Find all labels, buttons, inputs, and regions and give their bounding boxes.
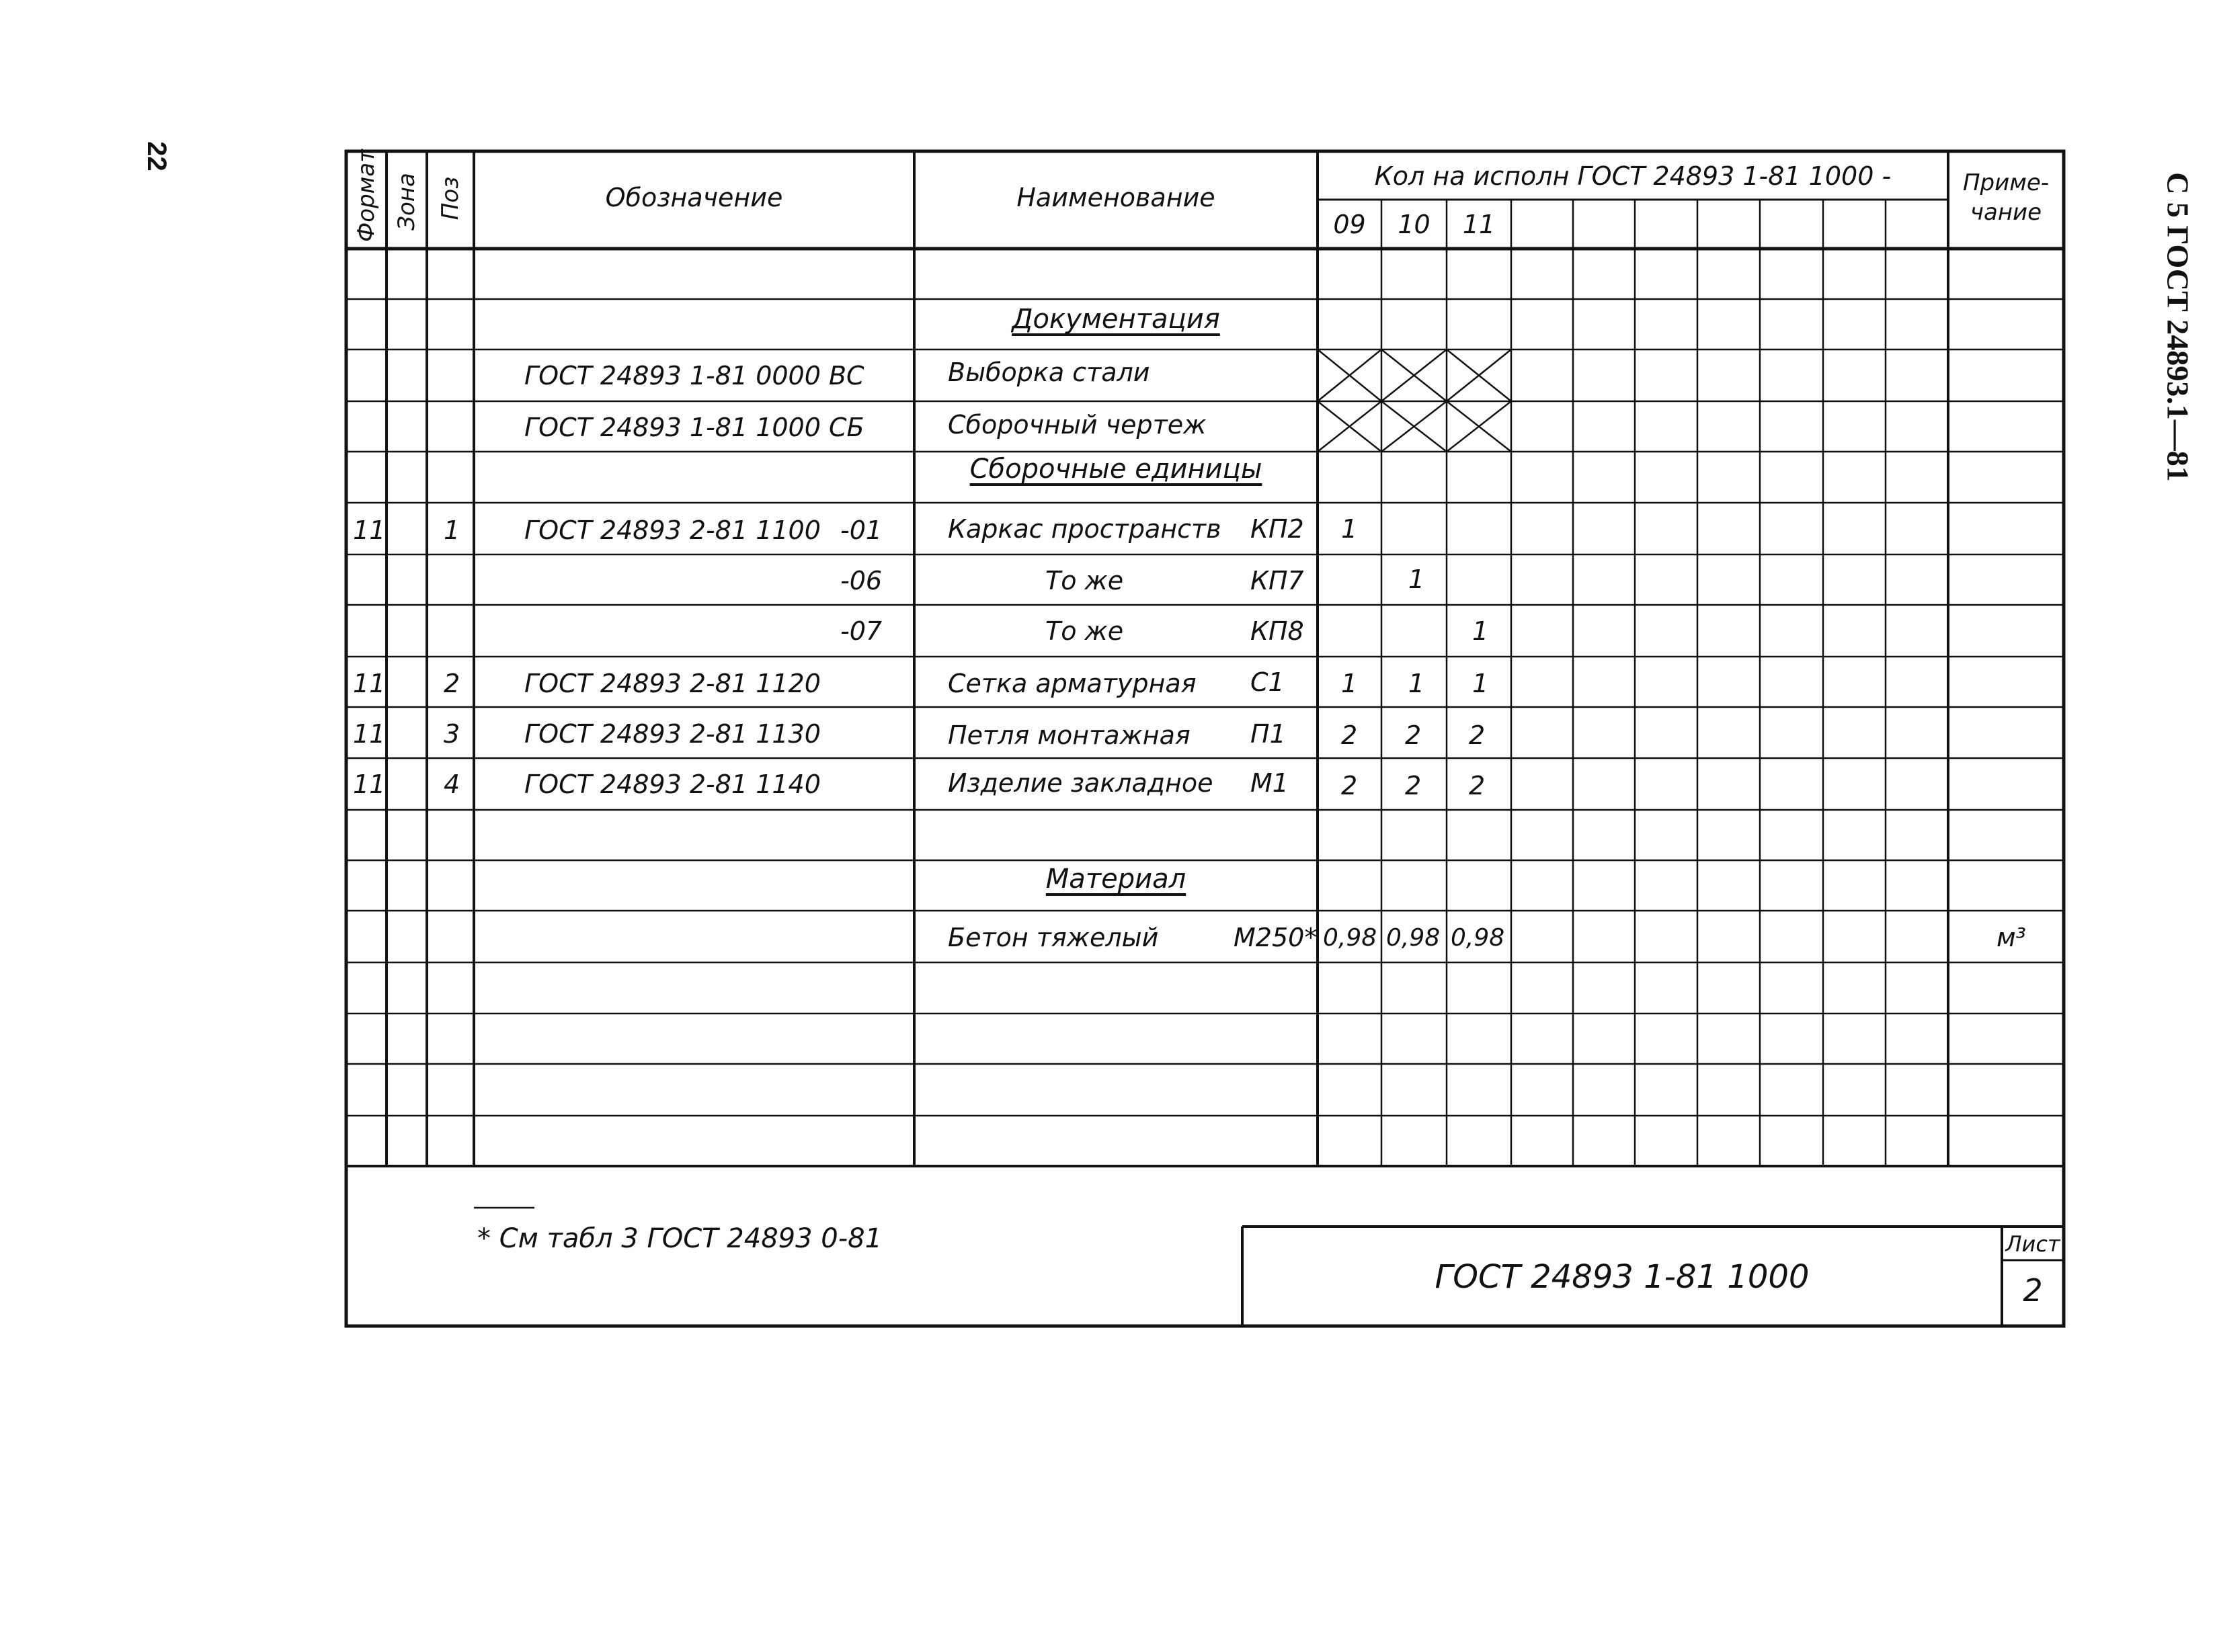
row-designation: ГОСТ 24893 1-81 1000 СБ: [524, 413, 864, 442]
row-designation: ГОСТ 24893 2-81 1100: [524, 515, 821, 545]
qty-09: 0,98: [1323, 924, 1377, 952]
row-name: Петля монтажная: [948, 720, 1191, 750]
qty-10: 2: [1405, 720, 1422, 750]
row-designation: ГОСТ 24893 2-81 1140: [524, 770, 821, 799]
row-name: То же: [1045, 616, 1124, 646]
row-suffix: -01: [840, 515, 883, 545]
header-pos: Поз: [437, 176, 464, 220]
header-variant-11: 11: [1462, 210, 1496, 239]
row-name: Каркас пространств: [948, 514, 1221, 544]
row-name: Сетка арматурная: [948, 669, 1197, 698]
qty-10: 1: [1408, 565, 1425, 594]
row-mark: КП8: [1250, 616, 1304, 646]
qty-11: 1: [1472, 669, 1489, 698]
header-format: Формат: [353, 149, 380, 242]
row-format: 11: [353, 719, 386, 749]
page-number: 22: [141, 141, 171, 171]
row-mark: КП2: [1250, 514, 1304, 544]
header-qty-title: Кол на исполн ГОСТ 24893 1-81 1000 -: [1374, 161, 1892, 191]
row-designation: ГОСТ 24893 2-81 1130: [524, 719, 821, 749]
row-mark: С1: [1250, 667, 1285, 697]
footnote: * См табл 3 ГОСТ 24893 0-81: [477, 1223, 883, 1254]
row-pos: 4: [444, 770, 460, 799]
qty-11: 2: [1469, 720, 1486, 750]
header-variant-10: 10: [1398, 210, 1430, 239]
row-format: 11: [353, 669, 386, 698]
row-suffix: -07: [840, 616, 883, 646]
row-mark: П1: [1250, 719, 1286, 749]
row-name: То же: [1045, 566, 1124, 595]
row-designation: ГОСТ 24893 1-81 0000 ВС: [524, 361, 864, 390]
title-block-designation: ГОСТ 24893 1-81 1000: [1435, 1258, 1810, 1296]
side-header: С 5 ГОСТ 24893.1—81: [2161, 172, 2195, 482]
row-name: Сборочный чертеж: [948, 410, 1207, 440]
header-note: Приме- чание: [1962, 169, 2050, 226]
row-pos: 1: [444, 515, 460, 545]
section-material: Материал: [1045, 864, 1186, 895]
row-suffix: -06: [840, 566, 883, 595]
qty-11: 0,98: [1451, 924, 1505, 952]
qty-11: 2: [1469, 771, 1486, 800]
row-name: Изделие закладное: [948, 768, 1213, 798]
qty-10: 0,98: [1386, 924, 1441, 952]
row-name: Бетон тяжелый: [948, 923, 1159, 952]
row-mark: М1: [1250, 768, 1289, 798]
row-pos: 3: [444, 719, 460, 749]
row-format: 11: [353, 770, 386, 799]
row-note: м³: [1997, 923, 2026, 952]
header-designation: Обозначение: [605, 183, 783, 212]
row-name: Выборка стали: [948, 358, 1150, 387]
qty-10: 2: [1405, 771, 1422, 800]
row-format: 11: [353, 515, 386, 545]
qty-09: 1: [1341, 514, 1358, 544]
qty-09: 2: [1341, 771, 1358, 800]
qty-09: 2: [1341, 720, 1358, 750]
row-pos: 2: [444, 669, 460, 698]
qty-11: 1: [1472, 616, 1489, 646]
section-documentation: Документация: [1012, 304, 1220, 335]
header-zone: Зона: [393, 173, 420, 231]
header-name: Наименование: [1016, 183, 1215, 212]
row-mark: КП7: [1250, 566, 1304, 595]
qty-09: 1: [1341, 669, 1358, 698]
sheet-label: Лист: [2005, 1231, 2060, 1257]
row-mark: М250*: [1234, 923, 1318, 952]
section-assembly-units: Сборочные единицы: [969, 454, 1262, 485]
qty-10: 1: [1408, 669, 1425, 698]
header-variant-09: 09: [1333, 210, 1366, 239]
sheet-number: 2: [2023, 1272, 2043, 1309]
row-designation: ГОСТ 24893 2-81 1120: [524, 669, 821, 698]
